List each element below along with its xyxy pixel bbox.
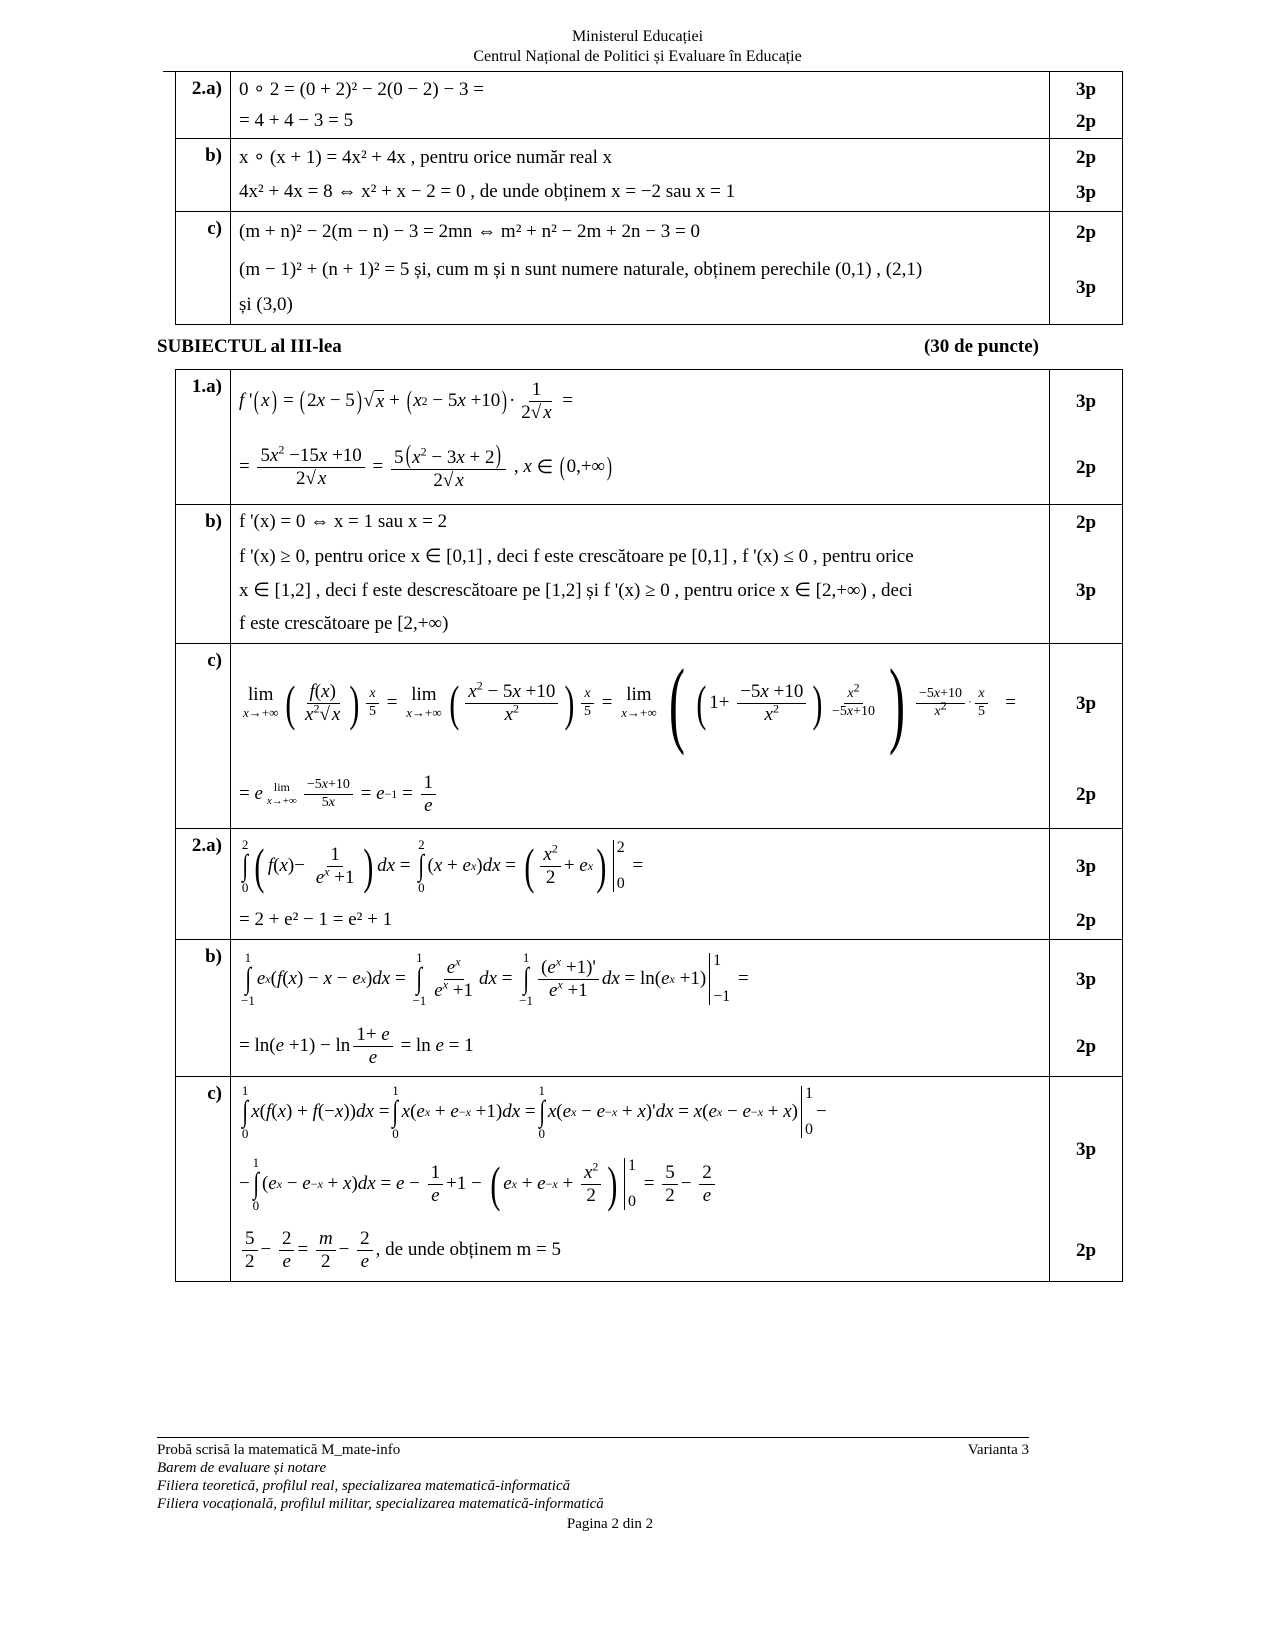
solution-line: = 2 + e² − 1 = e² + 1: [239, 909, 393, 930]
formula-line: lim x→+∞ ( $\frac{f(x)}{x^2√ x}$ ) $\frac{x}{5}$ = lim x→+∞ ( $\frac{x^2 - 5x +10}{x^2}$ ) $\frac{x}{5}$ = lim x→+∞ ( ( 1+ $\frac{-5x +10}{x^2}$ ) $\frac{x^2}{-5x+10}$ ) $\frac{-5x+10}{x^2}$ · $\frac{x}{5}$ =: [243, 649, 1016, 756]
section-name: SUBIECTUL al III-lea: [157, 336, 342, 357]
table-row: [176, 644, 1123, 829]
points-cell: [1050, 1077, 1123, 1282]
solution-line: = 4 + 4 − 3 = 5: [239, 110, 354, 131]
points-value: 3p: [1075, 182, 1097, 203]
barem-table-part3: [175, 369, 1123, 1282]
formula-line: 1 ∫ 0 x ( f ( x ) + f (− x )) dx = 1 ∫ 0 x ( e x + e −x +1) dx = 1 ∫ 0 x ( e x − e −x + x )' dx = x ( e x − e −x + x ) 1 0 −: [241, 1083, 827, 1141]
formula-line: = ln( e +1) − ln $\frac{1+ e}{e}$ = ln e = 1: [239, 1023, 474, 1068]
points-value: 3p: [1075, 277, 1097, 298]
footer-divider: [157, 1437, 1029, 1438]
points-cell: [1050, 212, 1123, 325]
item-label: 1.a): [176, 370, 231, 505]
solution-line: și (3,0): [239, 294, 293, 315]
solution-cell: [231, 370, 1050, 505]
header-ministry: Ministerul Educației: [571, 28, 704, 45]
table-row: [176, 139, 1123, 212]
solution-line: x ∘ (x + 1) = 4x² + 4x , pentru orice număr real x: [239, 146, 613, 168]
solution-line: x ∈ [1,2] , deci f este descrescătoare pe [1,2] și f '(x) ≥ 0 , pentru orice x ∈ [2,+∞) , deci: [239, 579, 913, 601]
points-value: 2p: [1075, 457, 1097, 478]
points-value: 2p: [1075, 111, 1097, 132]
solution-line: (m + n)² − 2(m − n) − 3 = 2mn ⇔ m² + n² − 2m + 2n − 3 = 0: [239, 221, 700, 242]
solution-cell: [231, 212, 1050, 325]
footer-variant: Varianta 3: [967, 1442, 1029, 1458]
solution-line: (m − 1)² + (n + 1)² = 5 și, cum m și n sunt numere naturale, obținem perechile (0,1) , (2,1): [239, 259, 923, 280]
solution-line: f '(x) ≥ 0, pentru orice x ∈ [0,1] , deci f este crescătoare pe [0,1] , f '(x) ≤ 0 , pentru orice: [239, 545, 914, 567]
points-value: 3p: [1075, 969, 1097, 990]
formula-line: 2 ∫ 0 ( f ( x )− $\frac{1}{e^x +1}$ ) dx = 2 ∫ 0 ( x + e x ) dx = ( $\frac{x^2}{2}$ + e x ) 2 0 =: [241, 837, 644, 895]
points-cell: [1050, 505, 1123, 644]
solution-cell: [231, 72, 1050, 139]
solution-cell: [231, 139, 1050, 212]
table-row: [176, 72, 1123, 139]
page-number: Pagina 2 din 2: [566, 1516, 654, 1532]
points-value: 3p: [1075, 693, 1097, 714]
footer-filiera-teoretica: Filiera teoretică, profilul real, specializarea matematică-informatică: [157, 1478, 571, 1494]
solution-line: f '(x) = 0 ⇔ x = 1 sau x = 2: [239, 511, 448, 532]
points-value: 2p: [1075, 784, 1097, 805]
item-label: 2.a): [176, 829, 231, 940]
points-cell: [1050, 829, 1123, 940]
solution-cell: [231, 1077, 1050, 1282]
points-cell: [1050, 72, 1123, 139]
section-score: (30 de puncte): [923, 336, 1039, 357]
solution-cell: [231, 940, 1050, 1077]
points-value: 2p: [1075, 512, 1097, 533]
formula-line: f ' ( x ) = ( 2 x − 5 ) √ x + ( x 2 − 5 x +10 ) · $\frac{1}{2√ x}$ =: [239, 378, 574, 423]
formula-line: = e lim x→+∞ $\frac{-5x+10}{5x}$ = e −1 = $\frac{1}{e}$: [239, 762, 1041, 826]
barem-table-part2: [175, 71, 1123, 325]
points-cell: [1050, 139, 1123, 212]
item-label: c): [176, 212, 231, 325]
table-row: [176, 505, 1123, 644]
points-value: 3p: [1075, 79, 1097, 100]
table-row: [176, 212, 1123, 325]
points-value: 2p: [1075, 222, 1097, 243]
table-row: [176, 1077, 1123, 1282]
header-center: Centrul Național de Politici și Evaluare în Educație: [473, 48, 802, 65]
solution-cell: [231, 829, 1050, 940]
table-row: [176, 940, 1123, 1077]
points-value: 3p: [1075, 580, 1097, 601]
final-conclusion: , de unde obținem m = 5: [375, 1239, 562, 1260]
item-label: b): [176, 505, 231, 644]
footer-row: [157, 1441, 1029, 1459]
item-label: b): [176, 940, 231, 1077]
solution-line: f este crescătoare pe [2,+∞): [239, 613, 449, 634]
item-label: 2.a): [176, 72, 231, 139]
table-row: [176, 829, 1123, 940]
formula-line: − 1 ∫ 0 ( e x − e −x + x ) dx = e − $\frac{1}{e}$ +1 − ( e x + e −x + $\frac{x^2}{2}$ ) 1 0 = $\frac{5}{2}$ − $\frac{2}{e}$: [239, 1147, 1041, 1221]
footer-barem: Barem de evaluare și notare: [157, 1460, 327, 1476]
footer-exam: Probă scrisă la matematică M_mate-info: [157, 1442, 401, 1458]
points-cell: [1050, 370, 1123, 505]
points-value: 3p: [1075, 1139, 1097, 1160]
solution-cell: [231, 644, 1050, 829]
points-value: 2p: [1075, 1036, 1097, 1057]
points-value: 2p: [1075, 1240, 1097, 1261]
points-value: 2p: [1075, 147, 1097, 168]
points-value: 3p: [1075, 856, 1097, 877]
solution-cell: [231, 505, 1050, 644]
section-title: [157, 336, 1039, 358]
item-label: c): [176, 1077, 231, 1282]
points-value: 2p: [1075, 910, 1097, 931]
footer-filiera-vocationala: Filiera vocațională, profilul militar, specializarea matematică-informatică: [157, 1496, 604, 1512]
formula-line: $\frac{5}{2}$ − $\frac{2}{e}$ = $\frac{m}{2}$ − $\frac{2}{e}$ , de unde obținem m = 5: [239, 1221, 1041, 1279]
points-value: 3p: [1075, 391, 1097, 412]
item-label: c): [176, 644, 231, 829]
points-cell: [1050, 644, 1123, 829]
formula-line: = $\frac{5x^2 -15x +10}{2√ x}$ = $\frac{5(x^2 - 3x + 2)}{2√ x}$ , x ∈ ( 0,+∞ ): [239, 440, 613, 491]
solution-line: 0 ∘ 2 = (0 + 2)² − 2(0 − 2) − 3 =: [239, 78, 484, 100]
formula-line: 1 ∫ −1 e x ( f ( x ) − x − e x ) dx = 1 ∫ −1 $\frac{e^x}{e^x +1}$ dx = 1 ∫ −1 $\frac{(e^x +1)'}{e^x +1}$ dx = ln( e x +1) 1 −1 =: [241, 950, 749, 1008]
table-row: [176, 370, 1123, 505]
solution-line: 4x² + 4x = 8 ⇔ x² + x − 2 = 0 , de unde obținem x = −2 sau x = 1: [239, 181, 736, 202]
points-cell: [1050, 940, 1123, 1077]
item-label: b): [176, 139, 231, 212]
